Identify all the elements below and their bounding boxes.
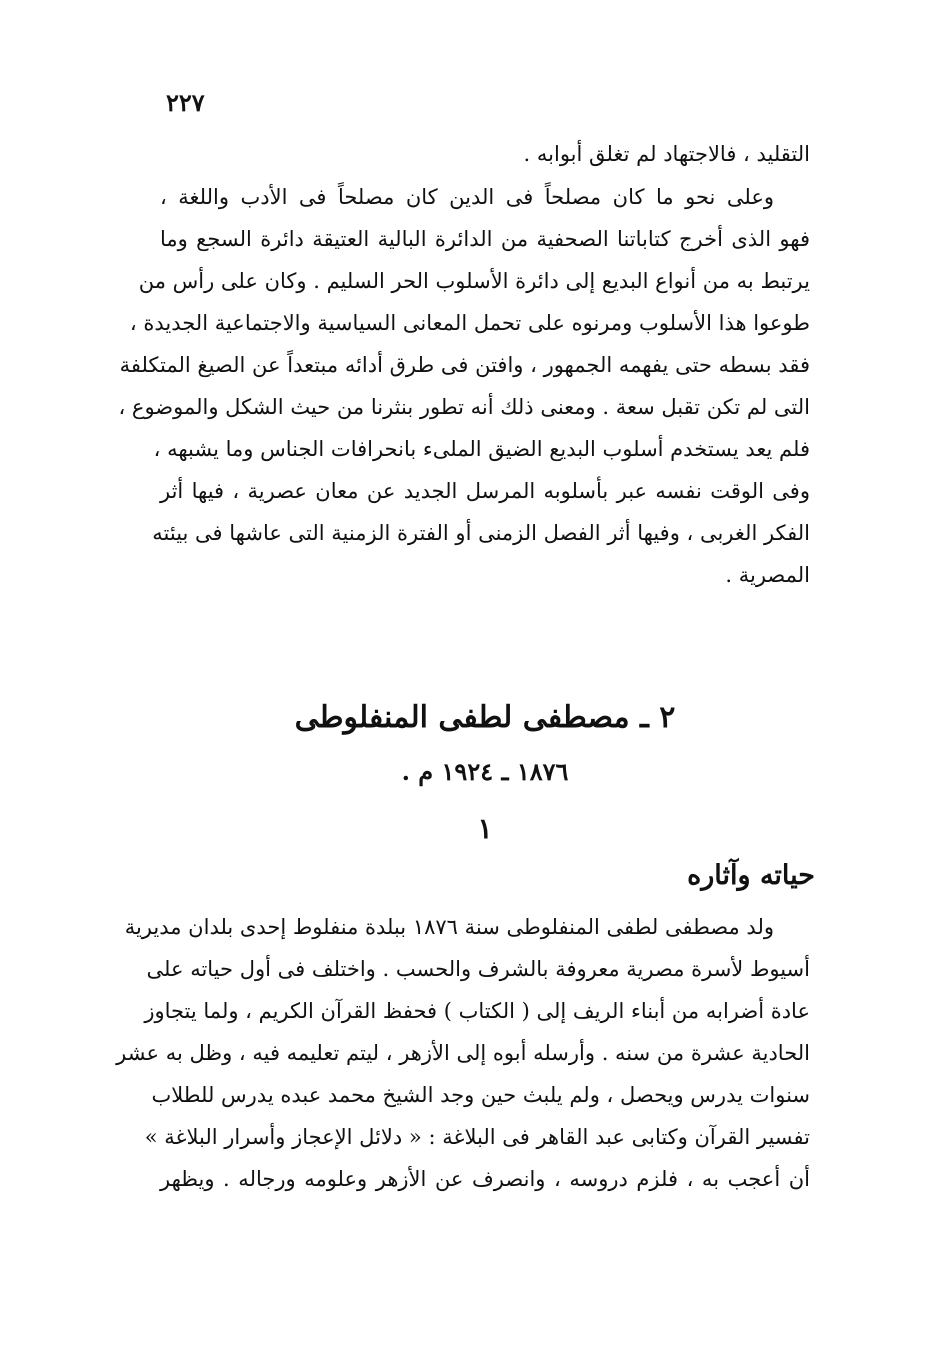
subheading: حياته وآثاره — [687, 860, 815, 891]
page-number: ٢٢٧ — [166, 88, 205, 117]
text-line: ولد مصطفى لطفى المنفلوطى سنة ١٨٧٦ ببلدة منفلوط إحدى بلدان مديرية — [124, 915, 774, 939]
section-title: ٢ ـ مصطفى لطفى المنفلوطى — [294, 700, 676, 735]
text-line: وفى الوقت نفسه عبر بأسلوبه المرسل الجديد عن معان عصرية ، فيها أثر — [160, 479, 810, 503]
text-line: فهو الذى أخرج كتاباتنا الصحفية من الدائرة البالية العتيقة دائرة السجع وما — [160, 227, 810, 251]
text-line: فلم يعد يستخدم أسلوب البديع الضيق الملىء بانحرافات الجناس وما يشبهه ، — [153, 437, 810, 461]
text-line: الحادية عشرة من سنه . وأرسله أبوه إلى الأزهر ، ليتم تعليمه فيه ، وظل به عشر — [116, 1041, 810, 1065]
text-line: يرتبط به من أنواع البديع إلى دائرة الأسلوب الحر السليم . وكان على رأس من — [138, 269, 810, 293]
paragraph-2 — [118, 176, 810, 596]
text-line: أن أعجب به ، فلزم دروسه ، وانصرف عن الأزهر وعلومه ورجاله . ويظهر — [160, 1167, 810, 1191]
text-line: الفكر الغربى ، وفيها أثر الفصل الزمنى أو الفترة الزمنية التى عاشها فى بيئته — [152, 521, 810, 545]
paragraph-3 — [116, 906, 810, 1200]
text-line: طوعوا هذا الأسلوب ومرنوه على تحمل المعانى السياسية والاجتماعية الجديدة ، — [129, 311, 810, 335]
section-dates: ١٨٧٦ ـ ١٩٢٤ م . — [401, 757, 569, 786]
text-line: وعلى نحو ما كان مصلحاً فى الدين كان مصلحاً فى الأدب واللغة ، — [160, 185, 774, 209]
text-line: أسيوط لأسرة مصرية معروفة بالشرف والحسب . واختلف فى أول حياته على — [146, 957, 810, 981]
text-line: التقليد ، فالاجتهاد لم تغلق أبوابه . — [523, 142, 810, 166]
text-line: تفسير القرآن وكتابى عبد القاهر فى البلاغة : « دلائل الإعجاز وأسرار البلاغة » — [144, 1125, 810, 1149]
text-line: عادة أضرابه من أبناء الريف إلى ( الكتاب ) فحفظ القرآن الكريم ، ولما يتجاوز — [144, 999, 810, 1023]
text-line: سنوات يدرس ويحصل ، ولم يلبث حين وجد الشيخ محمد عبده يدرس للطلاب — [151, 1083, 810, 1107]
text-line: فقد بسطه حتى يفهمه الجمهور ، وافتن فى طرق أدائه مبتعداً عن الصيغ المتكلفة — [119, 353, 810, 377]
text-line: التى لم تكن تقبل سعة . ومعنى ذلك أنه تطور بنثرنا من حيث الشكل والموضوع ، — [118, 395, 810, 419]
text-line: المصرية . — [725, 563, 810, 587]
paragraph-1 — [160, 133, 810, 175]
section-number: ١ — [477, 812, 493, 845]
